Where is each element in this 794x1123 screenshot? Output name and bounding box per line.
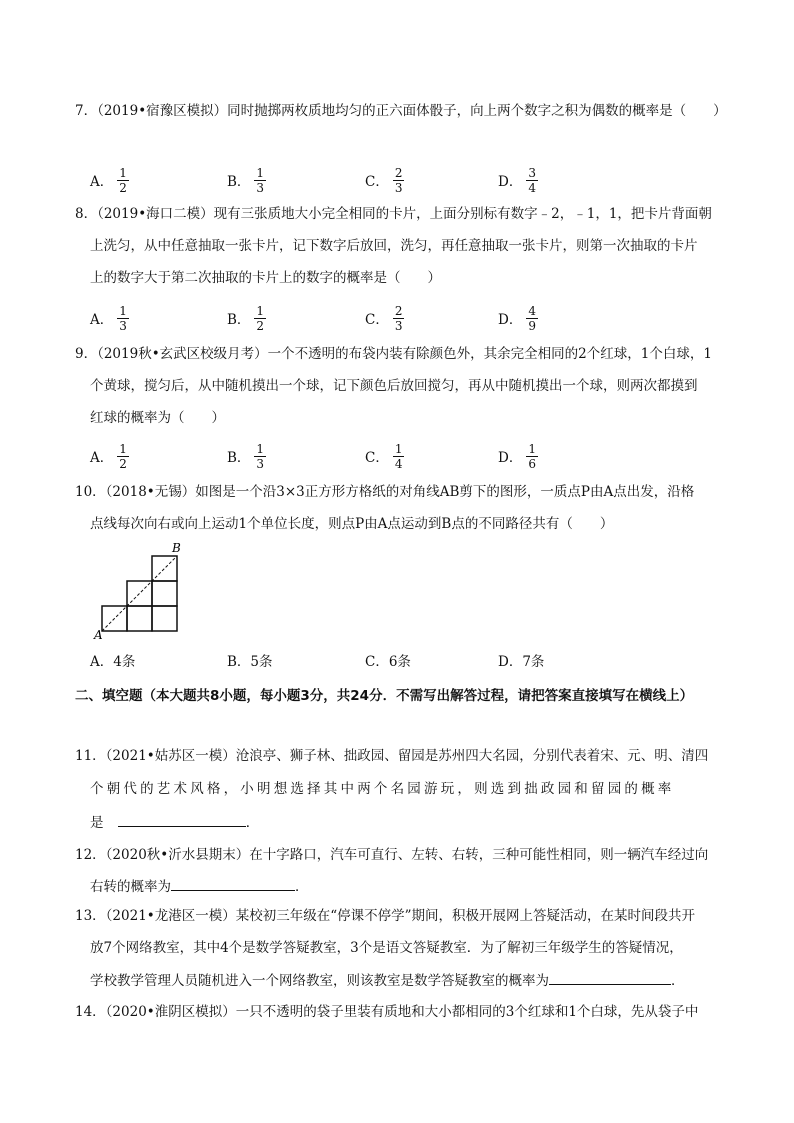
denominator: 2 [119, 180, 127, 195]
q10-option-c[interactable]: C．6条 [365, 654, 411, 670]
fraction [526, 442, 538, 471]
question-11-line-3 [90, 812, 259, 833]
q8-option-d[interactable] [498, 298, 538, 338]
q13-prefix: 学校教学管理人员随机进入一个网络教室，则该教室是数学答疑教室的概率为 [90, 973, 549, 989]
q13-suffix: ． [671, 973, 685, 989]
grid-cell [127, 606, 152, 631]
fraction [254, 442, 266, 471]
numerator: 3 [528, 165, 536, 180]
option-letter: B． [227, 174, 251, 190]
q11-answer-blank[interactable] [118, 812, 246, 827]
option-letter: A． [90, 450, 114, 466]
numerator: 1 [256, 303, 265, 318]
q8-option-b[interactable] [227, 298, 266, 338]
q12-answer-blank[interactable] [171, 876, 295, 891]
option-letter: C． [365, 174, 389, 190]
question-10-line-2: 点线每次向右或向上运动1个单位长度，则点P由A点运动到B点的不同路径共有（ ） [90, 516, 614, 532]
question-14-line-1: 14．（2020•淮阴区模拟）一只不透明的袋子里装有质地和大小都相同的3个红球和1个白球，先从袋子中 [75, 1004, 699, 1020]
question-9-line-1: 9．（2019秋•玄武区校级月考）一个不透明的布袋内装有除颜色外，其余完全相同的2个红球，1个白球，1 [75, 346, 712, 362]
denominator: 6 [528, 456, 536, 471]
option-letter: D． [498, 312, 523, 328]
q8-option-c[interactable] [365, 298, 404, 338]
q7-option-d[interactable] [498, 160, 538, 200]
q9-option-a[interactable] [90, 436, 129, 476]
question-8-line-3: 上的数字大于第二次抽取的卡片上的数字的概率是（ ） [90, 270, 441, 286]
fraction [526, 304, 538, 333]
q9-option-b[interactable] [227, 436, 266, 476]
q10-option-b[interactable]: B．5条 [227, 654, 273, 670]
denominator: 9 [528, 318, 536, 333]
question-13-line-3 [90, 970, 685, 991]
question-11-line-1: 11．（2021•姑苏区一模）沧浪亭、狮子林、拙政园、留园是苏州四大名园，分别代表着宋、元、明、清四 [75, 748, 709, 764]
fraction [526, 166, 538, 195]
numerator: 1 [256, 165, 265, 180]
diagonal-ab [102, 556, 177, 631]
question-12-line-1: 12．（2020秋•沂水县期末）在十字路口，汽车可直行、左转、右转，三种可能性相同，则一辆汽车经过向 [75, 847, 709, 863]
option-letter: D． [498, 450, 523, 466]
point-a-label: A [94, 628, 103, 640]
staircase-grid-figure [88, 540, 188, 640]
q9-option-c[interactable] [365, 436, 404, 476]
grid-cell [152, 581, 177, 606]
q11-suffix: ． [245, 815, 260, 831]
fraction [254, 166, 266, 195]
q13-answer-blank[interactable] [549, 970, 671, 985]
denominator: 4 [528, 180, 536, 195]
fraction [393, 304, 405, 333]
option-letter: C． [365, 312, 389, 328]
q12-suffix: ． [295, 879, 309, 895]
option-letter: B． [227, 312, 251, 328]
denominator: 2 [256, 318, 265, 333]
option-letter: D． [498, 174, 523, 190]
q10-option-d[interactable]: D．7条 [498, 654, 545, 670]
numerator: 1 [256, 441, 265, 456]
grid-cell [152, 606, 177, 631]
fraction [254, 304, 266, 333]
question-8-line-2: 上洗匀，从中任意抽取一张卡片，记下数字后放回，洗匀，再任意抽取一张卡片，则第一次抽取的卡片 [90, 238, 698, 254]
option-letter: B． [227, 450, 251, 466]
denominator: 3 [394, 180, 403, 195]
fraction [393, 166, 405, 195]
numerator: 2 [394, 303, 403, 318]
q10-option-a[interactable]: A．4条 [90, 654, 136, 670]
question-11-line-2 [90, 779, 730, 799]
fraction [117, 304, 129, 333]
q12-prefix: 右转的概率为 [90, 879, 171, 895]
denominator: 2 [119, 456, 127, 471]
question-11-line-2-text: 个朝代的艺术风格，小明想选择其中两个名园游玩，则选到拙政园和留园的概率 [90, 781, 675, 797]
option-letter: C． [365, 450, 389, 466]
question-13-line-2: 放7个网络教室，其中4个是数学答疑教室，3个是语文答疑教室．为了解初三年级学生的答疑情况， [90, 940, 683, 956]
option-letter: A． [90, 312, 114, 328]
point-b-label: B [172, 541, 181, 555]
q8-option-a[interactable] [90, 298, 129, 338]
numerator: 4 [528, 303, 536, 318]
denominator: 4 [394, 456, 403, 471]
fraction [117, 166, 129, 195]
section-2-heading: 二、填空题（本大题共8小题，每小题3分，共24分．不需写出解答过程，请把答案直接填写在横线上） [75, 688, 694, 704]
question-8-line-1: 8．（2019•海口二模）现有三张质地大小完全相同的卡片，上面分别标有数字﹣2，﹣1，1，把卡片背面朝 [75, 206, 712, 222]
numerator: 1 [119, 303, 127, 318]
numerator: 2 [394, 165, 403, 180]
option-letter: A． [90, 174, 114, 190]
question-7-line-1: 7．（2019•宿豫区模拟）同时抛掷两枚质地均匀的正六面体骰子，向上两个数字之积为偶数的概率是（ ） [75, 103, 727, 119]
denominator: 3 [256, 456, 265, 471]
question-10-line-1: 10．（2018•无锡）如图是一个沿3×3正方形方格纸的对角线AB剪下的图形，一质点P由A点出发，沿格 [75, 484, 695, 500]
fraction [393, 442, 405, 471]
denominator: 3 [394, 318, 403, 333]
denominator: 3 [119, 318, 127, 333]
q11-prefix: 是 [90, 815, 104, 831]
fraction [117, 442, 129, 471]
question-13-line-1: 13．（2021•龙港区一模）某校初三年级在“停课不停学”期间，积极开展网上答疑活动，在某时间段共开 [75, 908, 696, 924]
question-9-line-3: 红球的概率为（ ） [90, 410, 225, 426]
q9-option-d[interactable] [498, 436, 538, 476]
q7-option-b[interactable] [227, 160, 266, 200]
numerator: 1 [119, 165, 127, 180]
question-9-line-2: 个黄球，搅匀后，从中随机摸出一个球，记下颜色后放回搅匀，再从中随机摸出一个球，则两次都摸到 [90, 378, 698, 394]
q7-option-a[interactable] [90, 160, 129, 200]
question-12-line-2 [90, 876, 309, 897]
numerator: 1 [394, 441, 403, 456]
numerator: 1 [119, 441, 127, 456]
q7-option-c[interactable] [365, 160, 404, 200]
numerator: 1 [528, 441, 536, 456]
denominator: 3 [256, 180, 265, 195]
